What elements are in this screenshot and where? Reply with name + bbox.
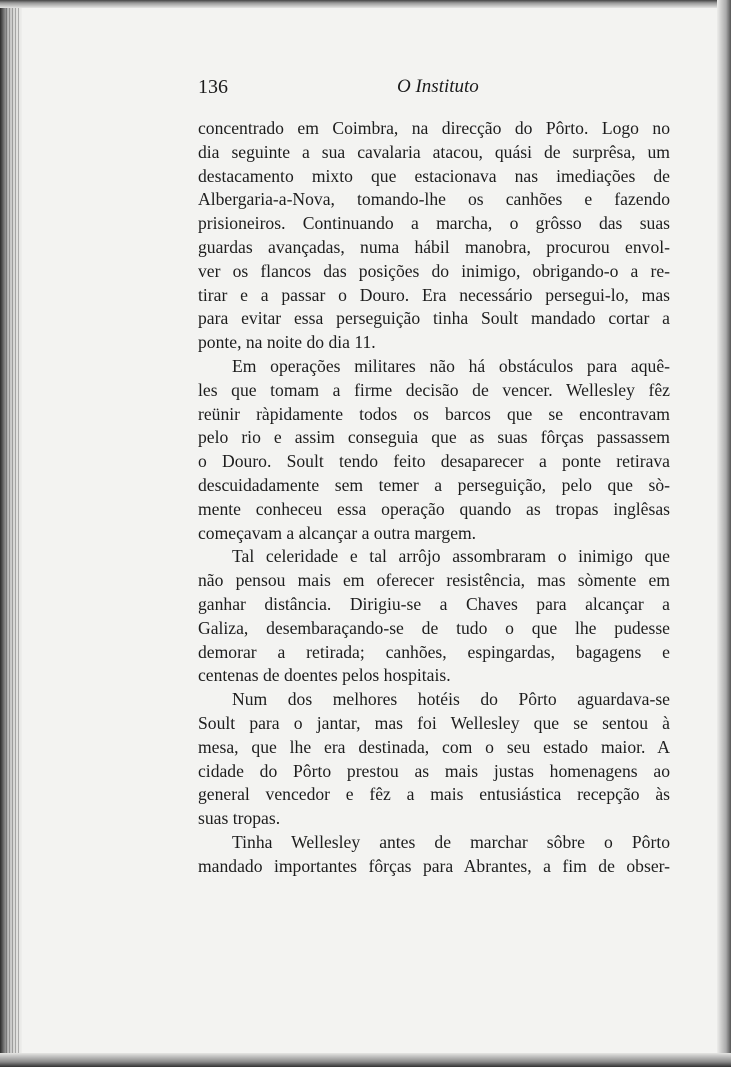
text-line: guardas avançadas, numa hábil manobra, procurou envol- bbox=[198, 236, 670, 257]
text-line: Soult para o jantar, mas foi Wellesley que se sentou à bbox=[198, 712, 670, 733]
body-text bbox=[198, 117, 670, 879]
paragraph bbox=[198, 117, 670, 355]
text-line: cidade do Pôrto prestou as mais justas homenagens ao bbox=[198, 760, 670, 781]
text-line: centenas de doentes pelos hospitais. bbox=[198, 665, 451, 686]
text-line: reünir ràpidamente todos os barcos que se encontravam bbox=[198, 403, 670, 424]
text-line: dia seguinte a sua cavalaria atacou, quási de surprêsa, um bbox=[198, 141, 670, 162]
text-line: ver os flancos das posições do inimigo, obrigando-o a re- bbox=[198, 260, 670, 281]
text-line: para evitar essa perseguição tinha Soult mandado cortar a bbox=[198, 308, 670, 329]
paragraph bbox=[198, 545, 670, 688]
text-line: descuidadamente sem temer a perseguição, pelo que sò- bbox=[198, 474, 670, 495]
text-line: demorar a retirada; canhões, espingardas, bagagens e bbox=[198, 641, 670, 662]
text-line: pelo rio e assim conseguia que as suas fôrças passassem bbox=[198, 427, 670, 448]
text-line: Tal celeridade e tal arrôjo assombraram o inimigo que bbox=[232, 546, 670, 567]
text-line: Tinha Wellesley antes de marchar sôbre o Pôrto bbox=[232, 831, 670, 852]
scan-right-edge bbox=[717, 0, 731, 1067]
text-line: Num dos melhores hotéis do Pôrto aguardava-se bbox=[232, 689, 670, 710]
text-line: destacamento mixto que estacionava nas imediações de bbox=[198, 165, 670, 186]
text-line: começavam a alcançar a outra margem. bbox=[198, 522, 477, 543]
scan-bottom-edge bbox=[0, 1053, 731, 1067]
text-line: tirar e a passar o Douro. Era necessário persegui-lo, mas bbox=[198, 284, 670, 305]
text-line: Galiza, desembaraçando-se de tudo o que lhe pudesse bbox=[198, 617, 670, 638]
text-line: les que tomam a firme decisão de vencer. Wellesley fêz bbox=[198, 379, 670, 400]
text-line: suas tropas. bbox=[198, 808, 281, 829]
running-title: O Instituto bbox=[397, 76, 479, 97]
paragraph bbox=[198, 688, 670, 831]
text-line: mandado importantes fôrças para Abrantes, a fim de obser- bbox=[198, 855, 670, 876]
text-line: general vencedor e fêz a mais entusiástica recepção às bbox=[198, 784, 670, 805]
text-line: mente conheceu essa operação quando as tropas inglêsas bbox=[198, 498, 670, 519]
text-line: mesa, que lhe era destinada, com o seu estado maior. A bbox=[198, 736, 670, 757]
text-line: prisioneiros. Continuando a marcha, o grôsso das suas bbox=[198, 213, 670, 234]
text-line: Em operações militares não há obstáculos para aquê- bbox=[232, 355, 670, 376]
text-line: ponte, na noite do dia 11. bbox=[198, 332, 376, 353]
text-line: o Douro. Soult tendo feito desaparecer a ponte retirava bbox=[198, 451, 670, 472]
paragraph bbox=[198, 831, 670, 879]
page-stack-edges bbox=[6, 0, 20, 1067]
scan-top-edge bbox=[0, 0, 731, 8]
text-line: ganhar distância. Dirigiu-se a Chaves para alcançar a bbox=[198, 593, 670, 614]
running-header bbox=[198, 76, 670, 102]
text-line: não pensou mais em oferecer resistência, mas sòmente em bbox=[198, 570, 670, 591]
paragraph bbox=[198, 355, 670, 545]
page-number: 136 bbox=[198, 76, 228, 98]
text-line: concentrado em Coimbra, na direcção do Pôrto. Logo no bbox=[198, 118, 670, 138]
text-line: Albergaria-a-Nova, tomando-lhe os canhões e fazendo bbox=[198, 189, 670, 210]
